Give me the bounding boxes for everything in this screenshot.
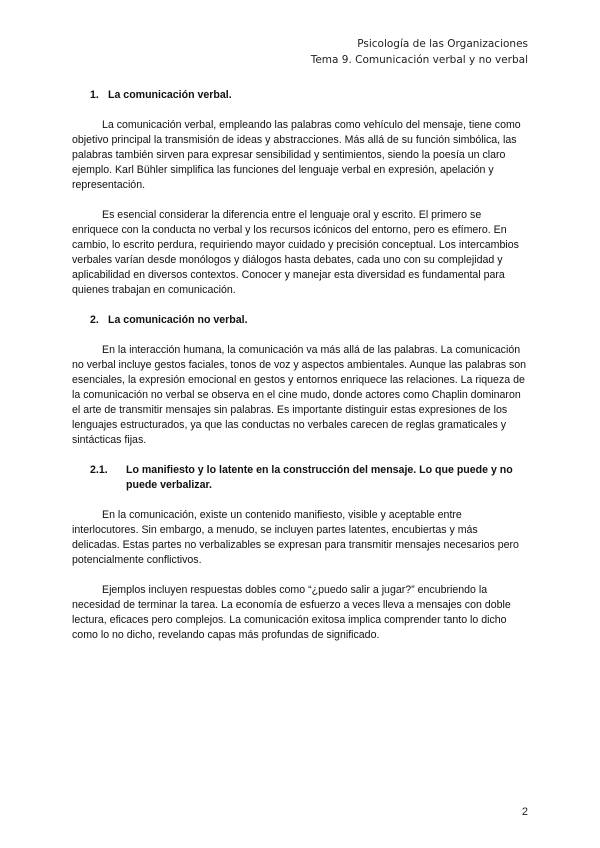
section-2-1-title: Lo manifiesto y lo latente en la construcción del mensaje. Lo que puede y no puede verbalizar. [126,464,513,491]
section-2-1-heading [72,463,528,493]
section-1-paragraph-2: Es esencial considerar la diferencia entre el lenguaje oral y escrito. El primero se enriquece con la conducta no verbal y los recursos icónicos del entorno, pero es efímero. En cambio, lo escrito perdura, requiriendo mayor cuidado y precisión conceptual. Los intercambios verbales varían desde monólogos y diálogos hasta debates, cada uno con su complejidad y aplicabilidad en diversos contextos. Conocer y manejar esta diversidad es fundamental para quienes trabajan en comunicación. [72,209,519,296]
page-number: 2 [521,806,528,818]
header-course-title: Psicología de las Organizaciones [357,38,528,50]
section-2-number: 2. [90,314,99,326]
section-2-1-paragraph-1: En la comunicación, existe un contenido manifiesto, visible y aceptable entre interlocutores. Sin embargo, a menudo, se incluyen partes latentes, encubiertas y más delicadas. Estas partes no verbalizables se expresan para transmitir mensajes necesarios pero potencialmente conflictivos. [72,509,519,566]
section-2-1-number: 2.1. [90,464,108,476]
document-body [72,88,528,643]
section-1-title: La comunicación verbal. [108,89,232,101]
section-1-number: 1. [90,89,99,101]
section-2-paragraph-1: En la interacción humana, la comunicación va más allá de las palabras. La comunicación no verbal incluye gestos faciales, tonos de voz y aspectos ambientales. Aunque las palabras son esenciales, la expresión emocional en gestos y entornos enriquece las relaciones. La riqueza de la comunicación no verbal se observa en el cine mudo, donde actores como Chaplin dominaron el arte de transmitir mensajes sin palabras. Es importante distinguir estas expresiones de los lenguajes estructurados, ya que las conductas no verbales carecen de reglas gramaticales y sintácticas fijas. [72,344,527,446]
section-2-title: La comunicación no verbal. [108,314,248,326]
header-topic-title: Tema 9. Comunicación verbal y no verbal [310,54,528,66]
section-2-1-paragraph-2: Ejemplos incluyen respuestas dobles como “¿puedo salir a jugar?” encubriendo la necesidad de terminar la tarea. La economía de esfuerzo a veces lleva a mensajes con doble lectura, eficaces pero complejos. La comunicación exitosa implica comprender tanto lo dicho como lo no dicho, revelando capas más profundas de significado. [72,584,511,641]
section-1-paragraph-1: La comunicación verbal, empleando las palabras como vehículo del mensaje, tiene como objetivo principal la transmisión de ideas y abstracciones. Más allá de su función simbólica, las palabras también sirven para expresar sensibilidad y sentimientos, siendo la poesía un claro ejemplo. Karl Bühler simplifica las funciones del lenguaje verbal en expresión, apelación y representación. [72,119,521,191]
page-header [311,36,528,68]
section-1-heading [72,88,528,103]
section-2-heading [72,313,528,328]
